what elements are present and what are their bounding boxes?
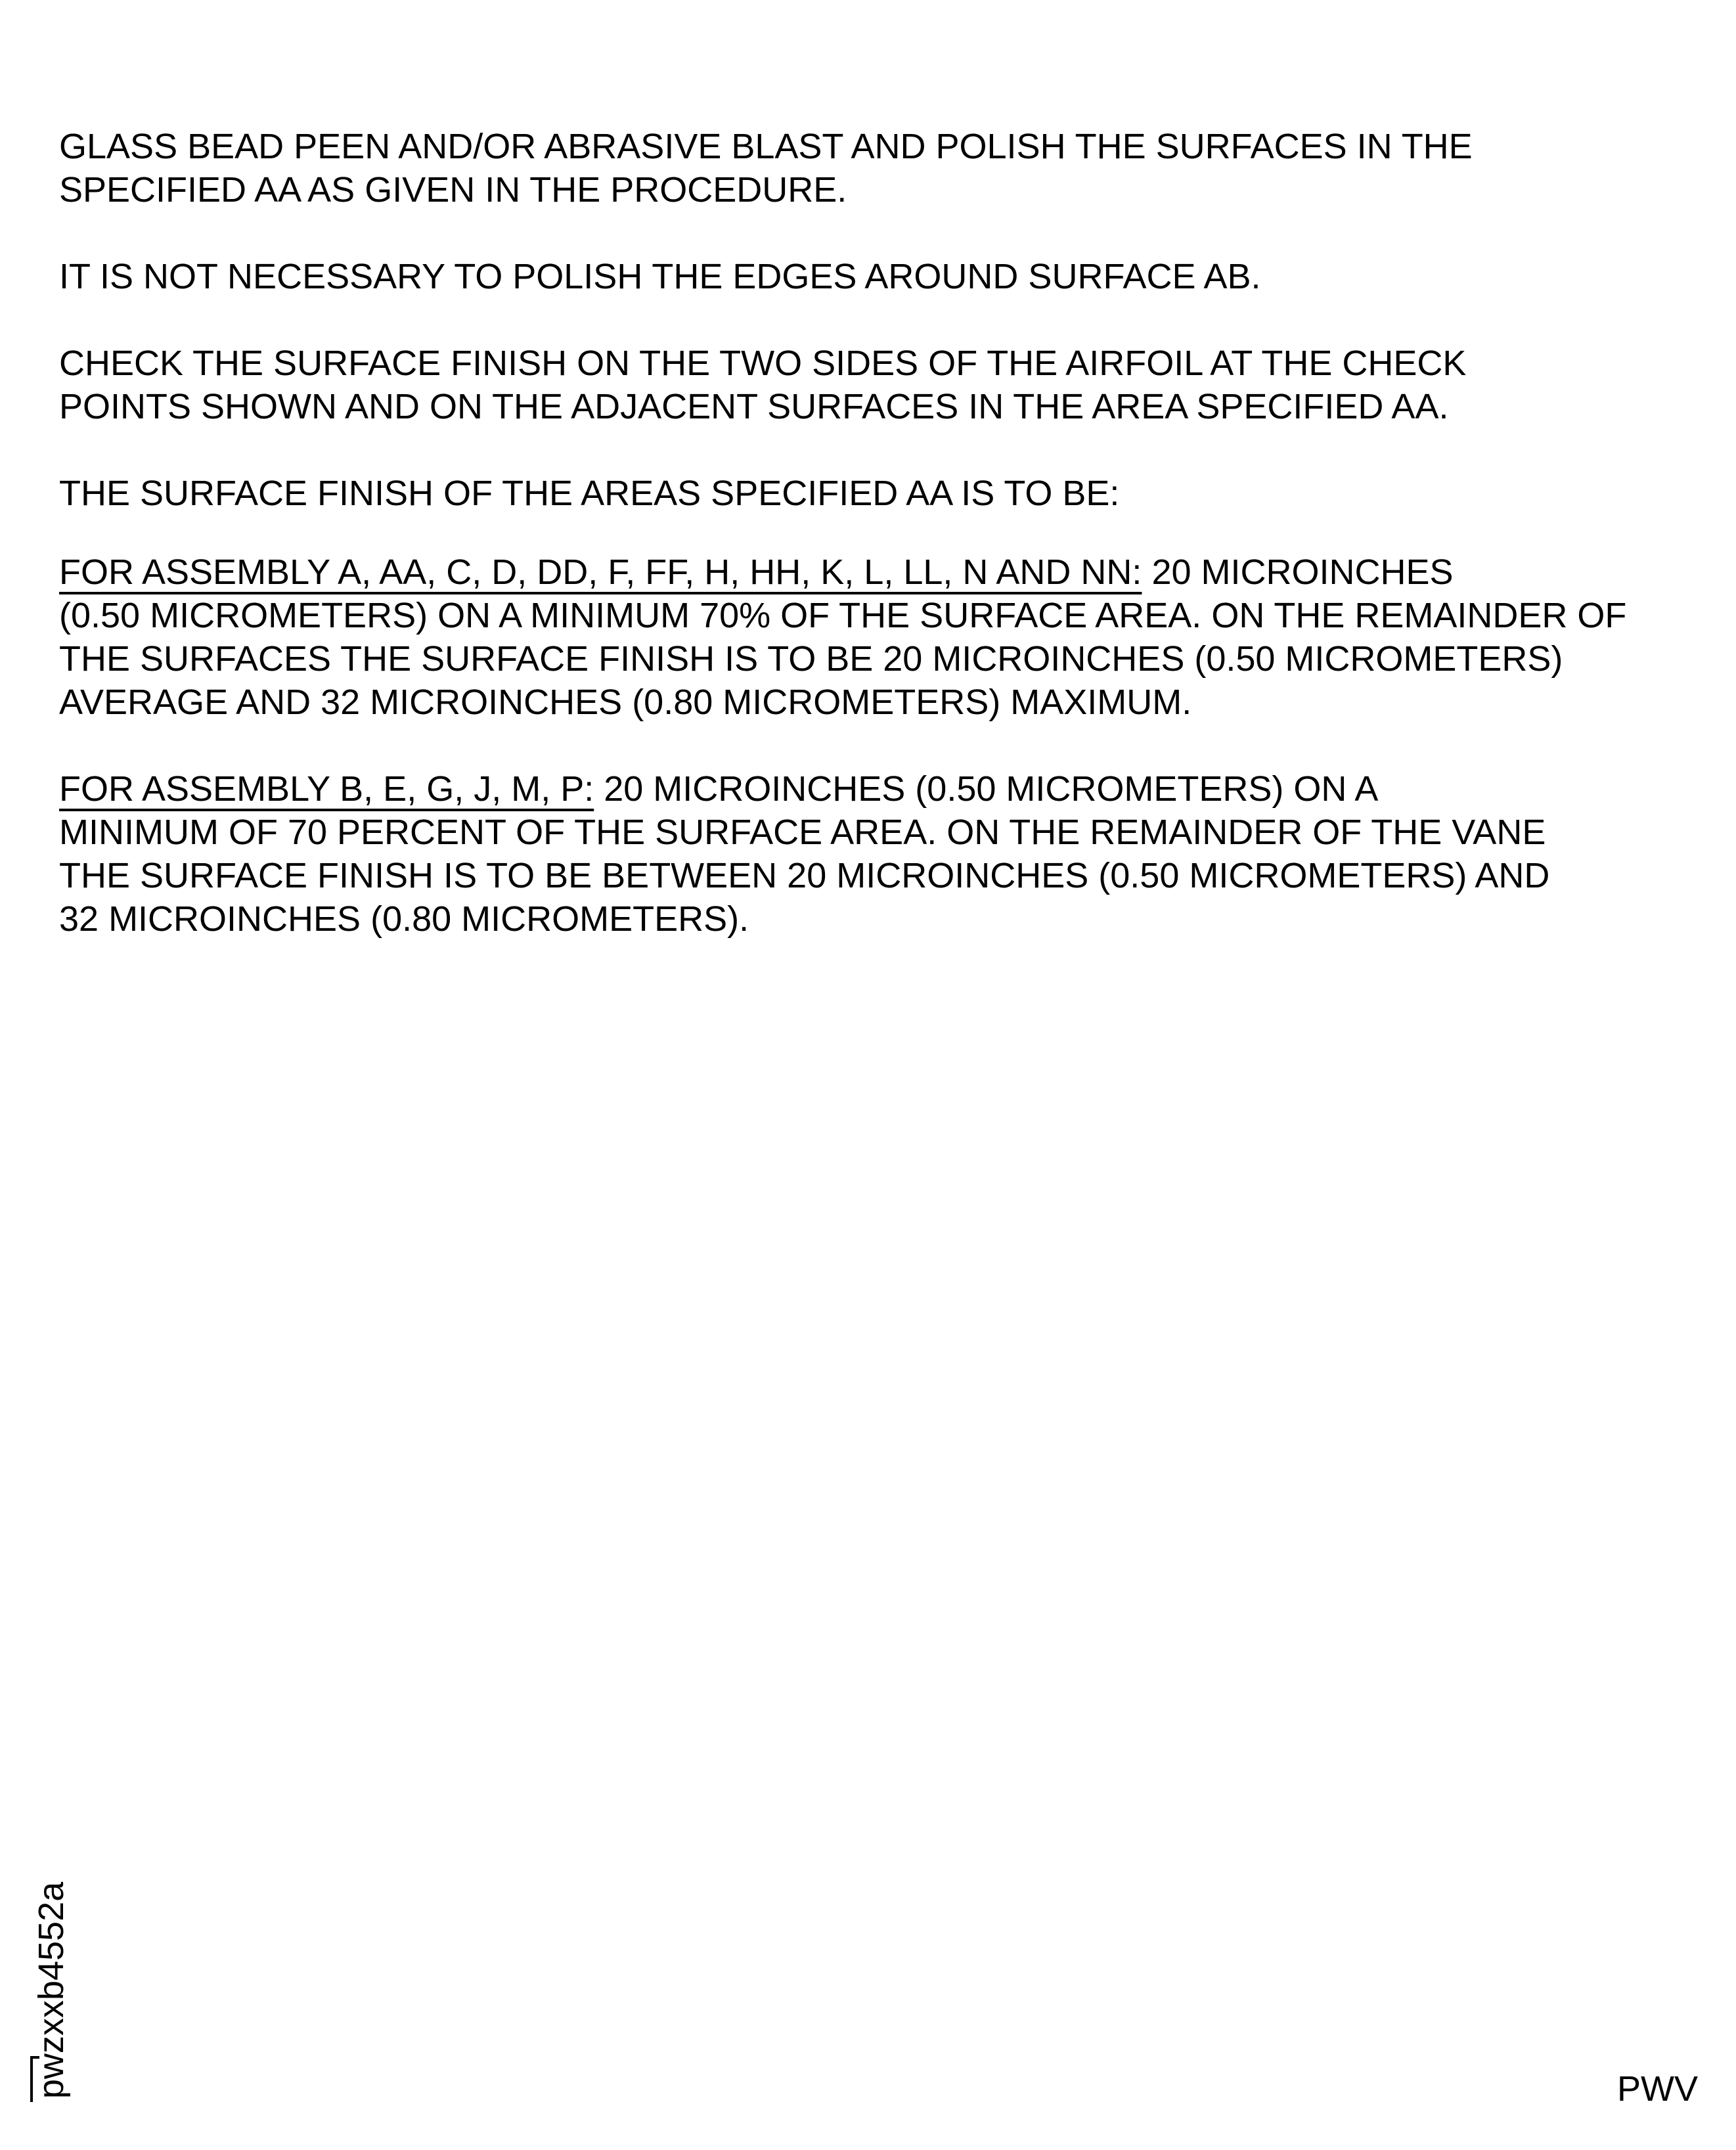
text-line: THE SURFACES THE SURFACE FINISH IS TO BE 20 MICROINCHES (0.50 MICROMETERS)	[59, 639, 1563, 679]
text-line: 32 MICROINCHES (0.80 MICROMETERS).	[59, 899, 749, 939]
paragraph-edges-note	[59, 255, 1261, 298]
figure-id: pwzxxb4552a	[32, 1881, 71, 2099]
paragraph-assembly-a-group	[59, 550, 1626, 724]
text-line: GLASS BEAD PEEN AND/OR ABRASIVE BLAST AND POLISH THE SURFACES IN THE	[59, 127, 1473, 166]
paragraph-peen-blast-polish	[59, 125, 1473, 212]
assembly-heading: FOR ASSEMBLY B, E, G, J, M, P:	[59, 769, 594, 809]
text-line: THE SURFACE FINISH IS TO BE BETWEEN 20 MICROINCHES (0.50 MICROMETERS) AND	[59, 856, 1550, 895]
text-line: POINTS SHOWN AND ON THE ADJACENT SURFACES IN THE AREA SPECIFIED AA.	[59, 387, 1449, 426]
text-line: 20 MICROINCHES (0.50 MICROMETERS) ON A	[594, 769, 1379, 809]
text-line: THE SURFACE FINISH OF THE AREAS SPECIFIED AA IS TO BE:	[59, 474, 1120, 513]
text-line: MINIMUM OF 70 PERCENT OF THE SURFACE AREA. ON THE REMAINDER OF THE VANE	[59, 813, 1546, 852]
text-line: AVERAGE AND 32 MICROINCHES (0.80 MICROMETERS) MAXIMUM.	[59, 683, 1192, 722]
text-line: (0.50 MICROMETERS) ON A MINIMUM 70% OF THE SURFACE AREA. ON THE REMAINDER OF	[59, 596, 1627, 635]
paragraph-assembly-b-group	[59, 767, 1549, 941]
text-line: 20 MICROINCHES	[1142, 552, 1454, 592]
footer-code: PWV	[1616, 2069, 1698, 2109]
text-line: IT IS NOT NECESSARY TO POLISH THE EDGES AROUND SURFACE AB.	[59, 257, 1261, 296]
paragraph-surface-finish-intro	[59, 472, 1119, 515]
text-line: SPECIFIED AA AS GIVEN IN THE PROCEDURE.	[59, 170, 847, 210]
paragraph-check-surface-finish	[59, 342, 1466, 428]
assembly-heading: FOR ASSEMBLY A, AA, C, D, DD, F, FF, H, HH, K, L, LL, N AND NN:	[59, 552, 1142, 592]
text-line: CHECK THE SURFACE FINISH ON THE TWO SIDES OF THE AIRFOIL AT THE CHECK	[59, 344, 1467, 383]
